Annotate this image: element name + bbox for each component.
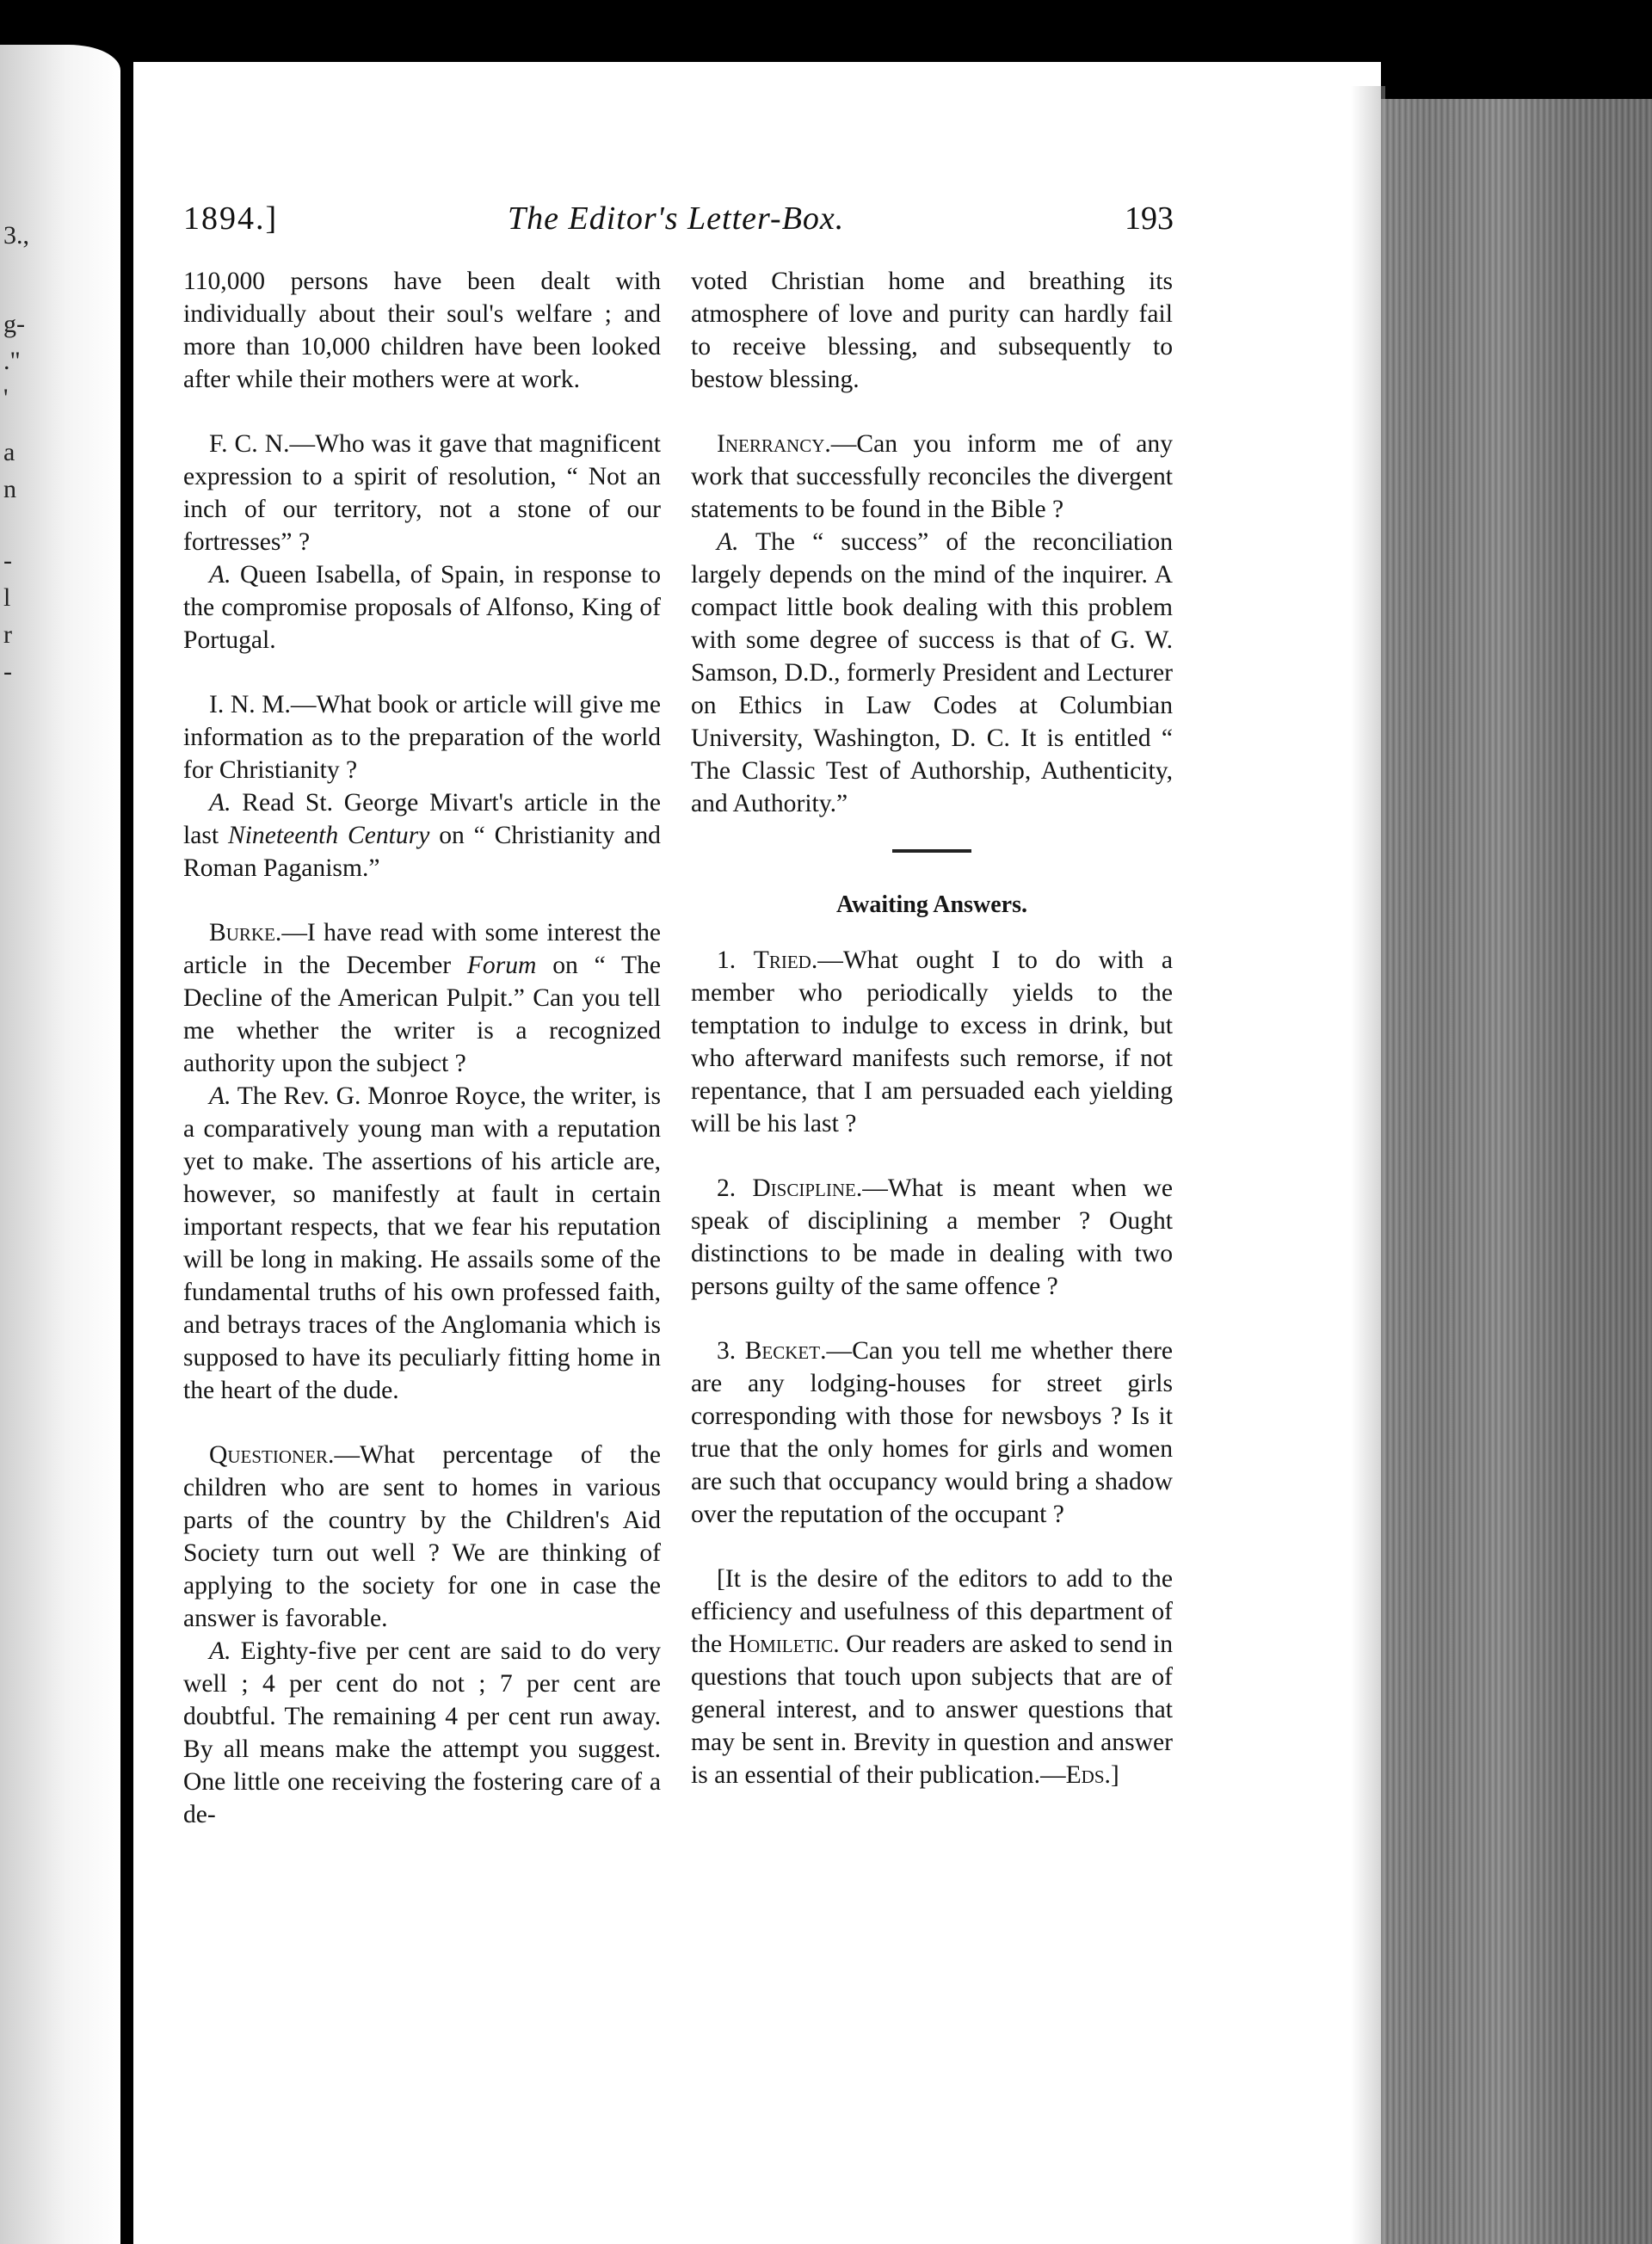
section-divider [892, 849, 971, 853]
answer-label: A. [209, 561, 231, 589]
awaiting-question-2 [691, 1172, 1173, 1303]
note-text: Our readers are asked to send in questions that touch upon subjects that are of general interest, and to answer questions that may be sent in. Brevity in question and answer is an essential of their publication.— [691, 1631, 1173, 1789]
section-heading: Awaiting Answers. [836, 891, 1027, 918]
publication-name: Homiletic. [728, 1631, 840, 1658]
answer-burke [183, 1080, 661, 1407]
answer-questioner [183, 1635, 661, 1831]
correspondent-name: F. C. N. [209, 430, 290, 458]
editors-signature: Eds. [1065, 1761, 1111, 1789]
answer-label: A. [209, 789, 231, 817]
book-page-edges [1375, 99, 1652, 2244]
question-text: —I have read with some interest the article in the December [183, 919, 661, 979]
paragraph: 110,000 persons have been dealt with individually about their soul's welfare ; and more than 10,000 children have been looked after while their mothers were at work. [183, 268, 661, 393]
edge-fragment: r [3, 620, 12, 649]
awaiting-question-3 [691, 1335, 1173, 1531]
answer-text: Queen Isabella, of Spain, in response to the compromise proposals of Alfonso, King of Portugal. [183, 561, 661, 654]
answer-label: A. [209, 1082, 231, 1110]
note-text: ] [1110, 1761, 1119, 1789]
question-inerrancy [691, 428, 1173, 526]
previous-page [0, 45, 120, 2244]
correspondent-name: Burke. [209, 919, 282, 946]
answer-label: A. [717, 528, 739, 556]
edge-fragment: - [3, 546, 12, 575]
question-text: —Can you tell me whether there are any lodging-houses for street girls corresponding with those for newsboys ? Is it true that the only homes for girls and women are such that occupancy would bring a shadow over the reputation of the occupant ? [691, 1337, 1173, 1528]
correspondent-name: Questioner. [209, 1441, 335, 1469]
correspondent-name: Discipline. [752, 1174, 863, 1202]
left-column [183, 265, 661, 1831]
page-number: 193 [1125, 200, 1174, 237]
page-gutter-shadow [1351, 86, 1385, 2244]
question-text: —Who was it gave that magnificent expression to a spirit of resolution, “ Not an inch of our territory, not a stone of our fortresses” ? [183, 430, 662, 556]
editors-note [691, 1563, 1173, 1791]
answer-inm [183, 786, 661, 885]
answer-text: on “ Christianity and Roman Paganism.” [183, 822, 661, 882]
note-text: [It is the desire of the editors to add to the efficiency and usefulness of this department of the [691, 1565, 1173, 1658]
question-text: —What ought I to do with a member who periodically yields to the temptation to indulge to excess in drink, but who afterward manifests such remorse, if not repentance, that I am persuaded each yielding will be his last ? [691, 946, 1174, 1137]
question-questioner [183, 1439, 661, 1635]
answer-label: A. [209, 1637, 231, 1665]
correspondent-name: Inerrancy. [717, 430, 831, 458]
question-burke [183, 916, 661, 1080]
edge-fragment: n [3, 475, 16, 503]
edge-fragment: ' [3, 384, 9, 412]
running-head-title: The Editor's Letter-Box. [508, 200, 845, 237]
correspondent-name: I. N. M. [209, 691, 291, 718]
question-text: —What is meant when we speak of disciplining a member ? Ought distinctions to be made in dealing with two persons guilty of the same offence ? [691, 1174, 1174, 1300]
question-fcn [183, 428, 661, 558]
correspondent-name: Tried. [753, 946, 818, 974]
question-text: —What percentage of the children who are sent to homes in various parts of the country by the Children's Aid Society turn out well ? We are thinking of applying to the society for one in case the answer is favorable. [183, 1441, 661, 1632]
edge-fragment: g- [3, 310, 25, 338]
answer-text: The “ success” of the reconciliation largely depends on the mind of the inquirer. A compact little book dealing with this problem with some degree of success is that of G. W. Samson, D.D., formerly President and Lecturer on Ethics in Law Codes at Columbian University, Washington, D. C. It is entitled “ The Classic Test of Authorship, Authenticity, and Authority.” [691, 528, 1173, 817]
edge-fragment: 3., [3, 221, 29, 250]
question-number: 1. [717, 946, 754, 974]
answer-fcn [183, 558, 661, 657]
edge-fragment: ." [3, 347, 21, 375]
edge-fragment: l [3, 583, 11, 612]
periodical-title: Forum [466, 952, 537, 979]
edge-fragment: - [3, 657, 12, 686]
question-text: on “ The Decline of the American Pulpit.” Can you tell me whether the writer is a recognized authority upon the subject ? [183, 952, 661, 1077]
edge-fragment: a [3, 438, 15, 466]
question-inm [183, 688, 661, 786]
previous-page-edge-text [3, 217, 29, 690]
paragraph: voted Christian home and breathing its atmosphere of love and purity can hardly fail to receive blessing, and subsequently to bestow blessing. [691, 268, 1173, 393]
periodical-title: Nineteenth Century [227, 822, 430, 849]
answer-text: Read St. George Mivart's article in the last [183, 789, 661, 849]
answer-text: Eighty-five per cent are said to do very well ; 4 per cent do not ; 7 per cent are doubtful. The remaining 4 per cent run away. By all means make the attempt you suggest. One little one receiving the fostering care of a de- [183, 1637, 661, 1828]
question-number: 2. [717, 1174, 753, 1202]
question-number: 3. [717, 1337, 745, 1365]
answer-inerrancy [691, 526, 1173, 820]
correspondent-name: Becket. [744, 1337, 827, 1365]
answer-text: The Rev. G. Monroe Royce, the writer, is a comparatively young man with a reputation yet to make. The assertions of his article are, however, so manifestly at fault in certain important respects, that we fear his reputation will be long in making. He assails some of the fundamental truths of his own professed faith, and betrays traces of the Anglomania which is supposed to have its peculiarly fitting home in the heart of the dude. [183, 1082, 661, 1404]
question-text: —Can you inform me of any work that successfully reconciles the divergent statements to be found in the Bible ? [691, 430, 1173, 523]
awaiting-question-1 [691, 944, 1173, 1140]
question-text: —What book or article will give me information as to the preparation of the world for Christianity ? [183, 691, 661, 784]
right-column [691, 265, 1173, 1791]
running-head-year: 1894.] [183, 200, 279, 237]
